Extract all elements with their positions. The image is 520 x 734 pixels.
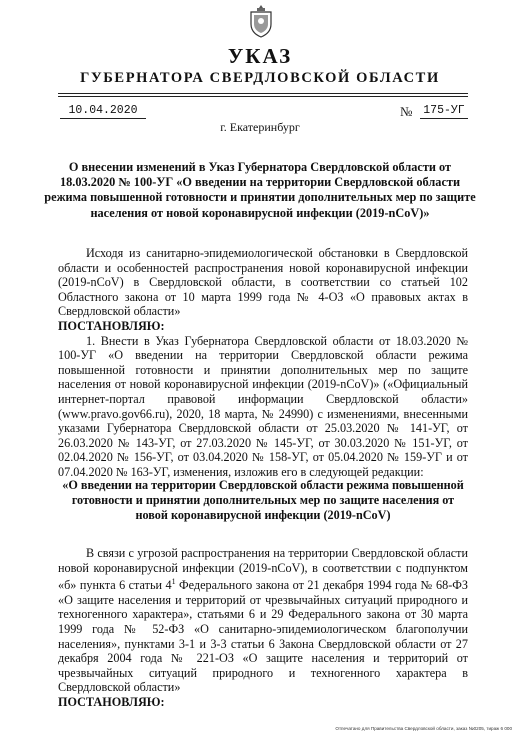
item-1-paragraph: 1. Внести в Указ Губернатора Свердловской области от 18.03.2020 № 100-УГ «О введении на территории Свердловской области режима повышенной готовности и принятии дополнительных мер по защите населения от новой коронавирусной инфекции (2019-nCoV)» («Официальный интернет-портал правовой информации Свердловской области» (www.pravo.gov66.ru), 2020, 18 марта, № 24990) с изменениями, внесенными указами Губернатора Свердловской области от 25.03.2020 № 141-УГ, от 26.03.2020 № 143-УГ, от 27.03.2020 № 145-УГ, от 30.03.2020 № 151-УГ, от 02.04.2020 № 156-УГ, от 03.04.2020 № 158-УГ, от 05.04.2020 № 159-УГ и от 07.04.2020 № 163-УГ, изменения, изложив его в следующей редакции: [58, 333, 468, 479]
city-line: г. Екатеринбург [220, 120, 300, 134]
body-section-1 [58, 246, 468, 480]
coat-of-arms-icon [248, 4, 274, 38]
para-2-part-a: В связи с угрозой распространения на территории Свердловской области новой коронавирусной инфекции (2019-nCoV), в соответствии с подпунктом «б» пункта 6 статьи 4 [58, 546, 468, 593]
para-2 [58, 546, 468, 695]
decree-number: 175-УГ [420, 104, 468, 119]
decree-word-2: ПОСТАНОВЛЯЮ: [58, 695, 165, 709]
issuer-heading: ГУБЕРНАТОРА СВЕРДЛОВСКОЙ ОБЛАСТИ [80, 70, 440, 86]
para-2-superscript: 1 [171, 577, 176, 587]
para-2-part-b: Федерального закона от 21 декабря 1994 года № 68-ФЗ «О защите населения и территорий от чрезвычайных ситуаций природного и техногенного характера», статьями 6 и 29 Федерального закона от 30 марта 1999 года № 52-ФЗ «О санитарно-эпидемиологическом благополучии населения», пунктами 3-1 и 3-3 статьи 6 Закона Свердловской области от 27 декабря 2004 года № 221-ОЗ «О защите населения и территорий от чрезвычайных ситуаций природного и техногенного характера в Свердловской области» [58, 578, 468, 695]
decree-date: 10.04.2020 [60, 104, 146, 119]
intro-paragraph: Исходя из санитарно-эпидемиологической обстановки в Свердловской области и особенностей распространения новой коронавирусной инфекции (2019-nCoV) в Свердловской области, в соответствии со статьей 102 Областного закона от 10 марта 1999 года № 4-ОЗ «О правовых актах в Свердловской области» [58, 246, 468, 319]
print-footer: Отпечатано для Правительства Свердловской области, заказ №0205, тираж 6 000 [335, 726, 512, 731]
header-rule-thick [58, 96, 468, 97]
new-decree-title: «О введении на территории Свердловской области режима повышенной готовности и принятии дополнительных мер по защите населения от новой коронавирусной инфекции (2019-nCoV) [62, 478, 464, 522]
decree-word: ПОСТАНОВЛЯЮ: [58, 318, 165, 333]
number-label: № [400, 104, 413, 119]
doc-type-heading: УКАЗ [227, 44, 293, 68]
new-title-section [58, 478, 468, 522]
header-rule-thin [58, 93, 468, 94]
body-section-2 [58, 546, 468, 710]
decree-title: О внесении изменений в Указ Губернатора Свердловской области от 18.03.2020 № 100-УГ «О введении на территории Свердловской области режима повышенной готовности и принятии дополнительных мер по защите населения от новой коронавирусной инфекции (2019-nCoV)» [44, 160, 476, 220]
